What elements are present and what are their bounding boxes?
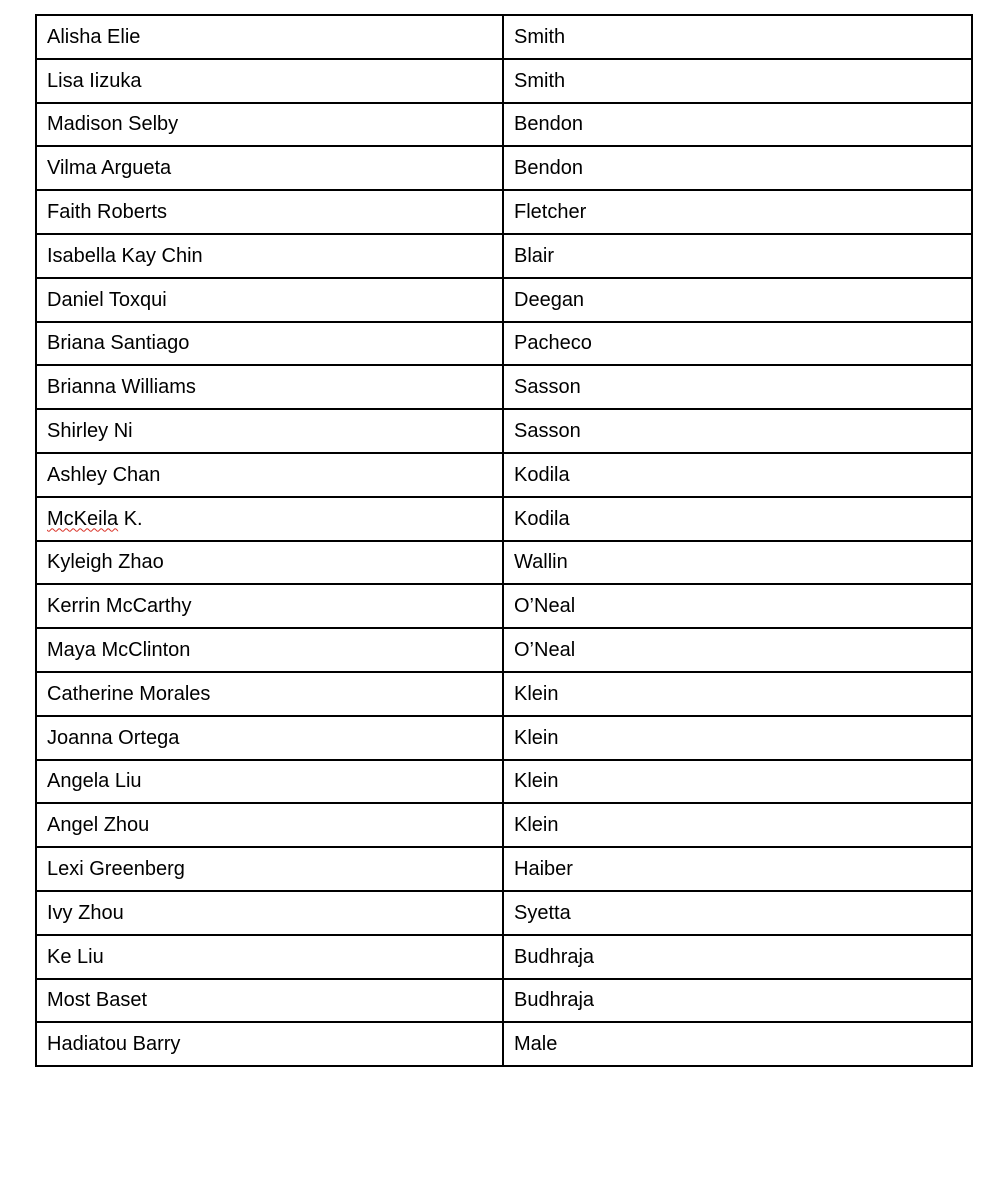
table-row: [36, 278, 972, 322]
group-cell[interactable]: Smith: [503, 59, 972, 103]
name-cell[interactable]: Alisha Elie: [36, 15, 503, 59]
table-row: [36, 672, 972, 716]
group-cell[interactable]: O’Neal: [503, 584, 972, 628]
group-cell[interactable]: Deegan: [503, 278, 972, 322]
group-cell[interactable]: Syetta: [503, 891, 972, 935]
name-cell[interactable]: Catherine Morales: [36, 672, 503, 716]
group-cell[interactable]: Bendon: [503, 146, 972, 190]
group-cell[interactable]: Sasson: [503, 409, 972, 453]
group-cell[interactable]: Klein: [503, 760, 972, 804]
table-row: [36, 497, 972, 541]
name-cell[interactable]: Joanna Ortega: [36, 716, 503, 760]
group-cell[interactable]: Klein: [503, 672, 972, 716]
name-cell[interactable]: Lexi Greenberg: [36, 847, 503, 891]
table-row: [36, 979, 972, 1023]
group-cell[interactable]: Smith: [503, 15, 972, 59]
table-row: [36, 760, 972, 804]
table-row: [36, 146, 972, 190]
group-cell[interactable]: Wallin: [503, 541, 972, 585]
group-cell[interactable]: Bendon: [503, 103, 972, 147]
table-row: [36, 935, 972, 979]
name-table: [35, 14, 973, 1067]
name-cell[interactable]: Lisa Iizuka: [36, 59, 503, 103]
name-cell[interactable]: Kyleigh Zhao: [36, 541, 503, 585]
table-row: [36, 453, 972, 497]
group-cell[interactable]: Kodila: [503, 453, 972, 497]
table-row: [36, 716, 972, 760]
group-cell[interactable]: Fletcher: [503, 190, 972, 234]
name-cell[interactable]: Brianna Williams: [36, 365, 503, 409]
table-row: [36, 891, 972, 935]
name-cell[interactable]: Daniel Toxqui: [36, 278, 503, 322]
name-cell[interactable]: [36, 497, 503, 541]
name-cell[interactable]: Ivy Zhou: [36, 891, 503, 935]
name-cell[interactable]: Most Baset: [36, 979, 503, 1023]
table-row: [36, 584, 972, 628]
table-row: [36, 409, 972, 453]
name-cell[interactable]: Ke Liu: [36, 935, 503, 979]
table-row: [36, 628, 972, 672]
name-cell[interactable]: Angel Zhou: [36, 803, 503, 847]
name-cell[interactable]: Vilma Argueta: [36, 146, 503, 190]
table-row: [36, 234, 972, 278]
name-cell[interactable]: Madison Selby: [36, 103, 503, 147]
group-cell[interactable]: Haiber: [503, 847, 972, 891]
group-cell[interactable]: O’Neal: [503, 628, 972, 672]
group-cell[interactable]: Sasson: [503, 365, 972, 409]
name-cell[interactable]: Shirley Ni: [36, 409, 503, 453]
name-cell[interactable]: Isabella Kay Chin: [36, 234, 503, 278]
table-row: [36, 15, 972, 59]
table-row: [36, 803, 972, 847]
name-cell[interactable]: Hadiatou Barry: [36, 1022, 503, 1066]
name-cell[interactable]: Ashley Chan: [36, 453, 503, 497]
group-cell[interactable]: Blair: [503, 234, 972, 278]
table-row: [36, 322, 972, 366]
table-row: [36, 103, 972, 147]
group-cell[interactable]: Klein: [503, 716, 972, 760]
group-cell[interactable]: Klein: [503, 803, 972, 847]
table-row: [36, 541, 972, 585]
name-cell[interactable]: Kerrin McCarthy: [36, 584, 503, 628]
name-cell[interactable]: Faith Roberts: [36, 190, 503, 234]
table-row: [36, 847, 972, 891]
group-cell[interactable]: Pacheco: [503, 322, 972, 366]
table-row: [36, 365, 972, 409]
table-row: [36, 1022, 972, 1066]
spellcheck-flagged-word: McKeila: [47, 507, 119, 530]
name-cell[interactable]: Angela Liu: [36, 760, 503, 804]
name-suffix: K.: [118, 507, 143, 530]
group-cell[interactable]: Kodila: [503, 497, 972, 541]
group-cell[interactable]: Male: [503, 1022, 972, 1066]
table-row: [36, 59, 972, 103]
group-cell[interactable]: Budhraja: [503, 935, 972, 979]
name-cell[interactable]: Briana Santiago: [36, 322, 503, 366]
name-cell[interactable]: Maya McClinton: [36, 628, 503, 672]
table-row: [36, 190, 972, 234]
group-cell[interactable]: Budhraja: [503, 979, 972, 1023]
